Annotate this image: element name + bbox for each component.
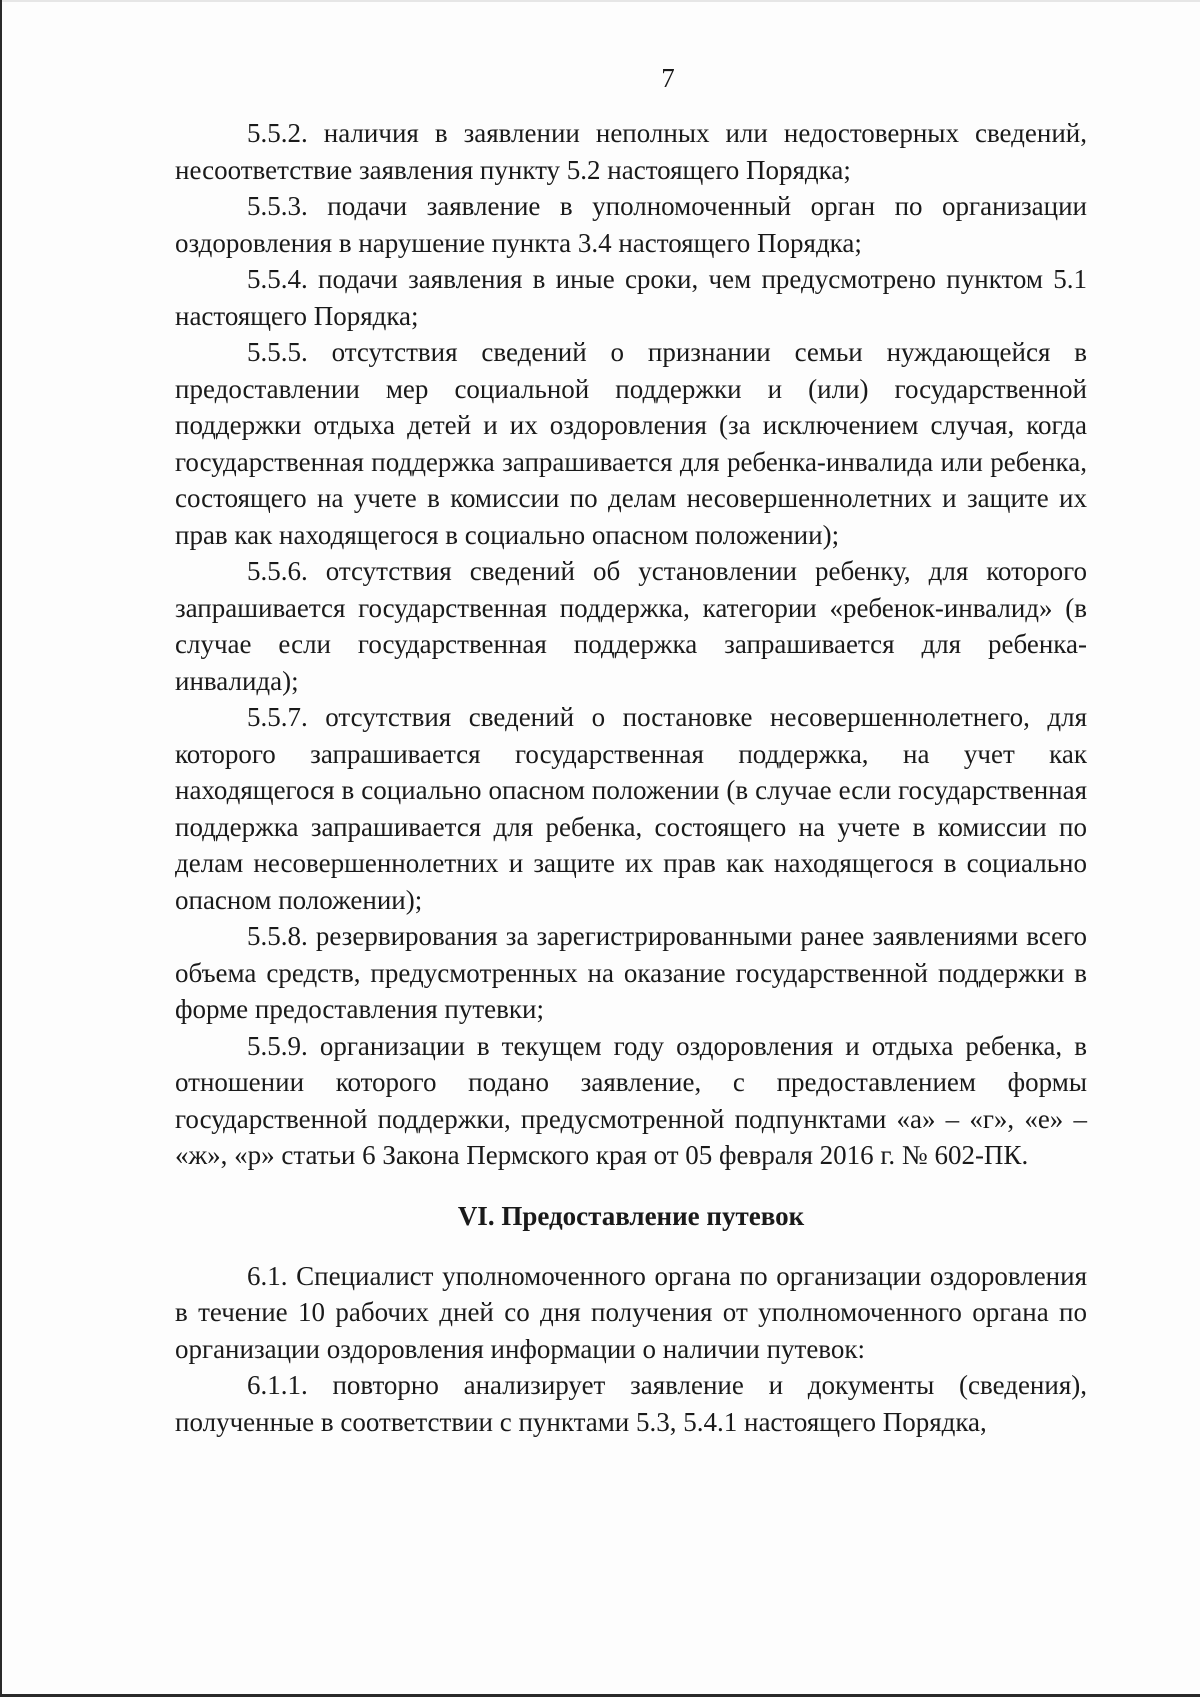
paragraph-5-5-7: 5.5.7. отсутствия сведений о постановке несовершеннолетнего, для которого запрашивается государственная поддержка, на учет как находящегося в социально опасном положении (в случае если государственная поддержка запрашивается для ребенка, состоящего на учете в комиссии по делам несовершеннолетних и защите их прав как находящегося в социально опасном положении); [175, 702, 1087, 915]
paragraph-6-1: 6.1. Специалист уполномоченного органа по организации оздоровления в течение 10 рабочих дней со дня получения от уполномоченного органа по организации оздоровления информации о наличии путевок: [175, 1260, 1087, 1364]
scan-edge-top [0, 0, 1200, 2]
paragraph-5-5-2: 5.5.2. наличия в заявлении неполных или недостоверных сведений, несоответствие заявления пункту 5.2 настоящего Порядка; [175, 118, 1087, 185]
paragraph-5-5-6: 5.5.6. отсутствия сведений об установлении ребенку, для которого запрашивается государственная поддержка, категории «ребенок-инвалид» (в случае если государственная поддержка запрашивается для ребенка-инвалида); [175, 556, 1087, 696]
page-number: 7 [661, 63, 675, 93]
document-body [175, 115, 1087, 1440]
paragraph-5-5-3: 5.5.3. подачи заявление в уполномоченный орган по организации оздоровления в нарушение пункта 3.4 настоящего Порядка; [175, 191, 1087, 258]
paragraph-5-5-9: 5.5.9. организации в текущем году оздоровления и отдыха ребенка, в отношении которого подано заявление, с предоставлением формы государственной поддержки, предусмотренной подпунктами «а» – «г», «е» – «ж», «р» статьи 6 Закона Пермского края от 05 февраля 2016 г. № 602-ПК. [175, 1030, 1087, 1170]
paragraph-6-1-1: 6.1.1. повторно анализирует заявление и документы (сведения), полученные в соответствии с пунктами 5.3, 5.4.1 настоящего Порядка, [175, 1370, 1087, 1437]
section-heading: VI. Предоставление путевок [457, 1200, 805, 1231]
paragraph-5-5-5: 5.5.5. отсутствия сведений о признании семьи нуждающейся в предоставлении мер социальной поддержки и (или) государственной поддержки отдыха детей и их оздоровления (за исключением случая, когда государственная поддержка запрашивается для ребенка-инвалида или ребенка, состоящего на учете в комиссии по делам несовершеннолетних и защите их прав как находящегося в социально опасном положении); [175, 337, 1087, 550]
paragraph-5-5-4: 5.5.4. подачи заявления в иные сроки, чем предусмотрено пунктом 5.1 настоящего Порядка; [175, 264, 1087, 331]
paragraph-5-5-8: 5.5.8. резервирования за зарегистрированными ранее заявлениями всего объема средств, предусмотренных на оказание государственной поддержки в форме предоставления путевки; [175, 921, 1087, 1024]
scan-edge-left [0, 0, 2, 1697]
